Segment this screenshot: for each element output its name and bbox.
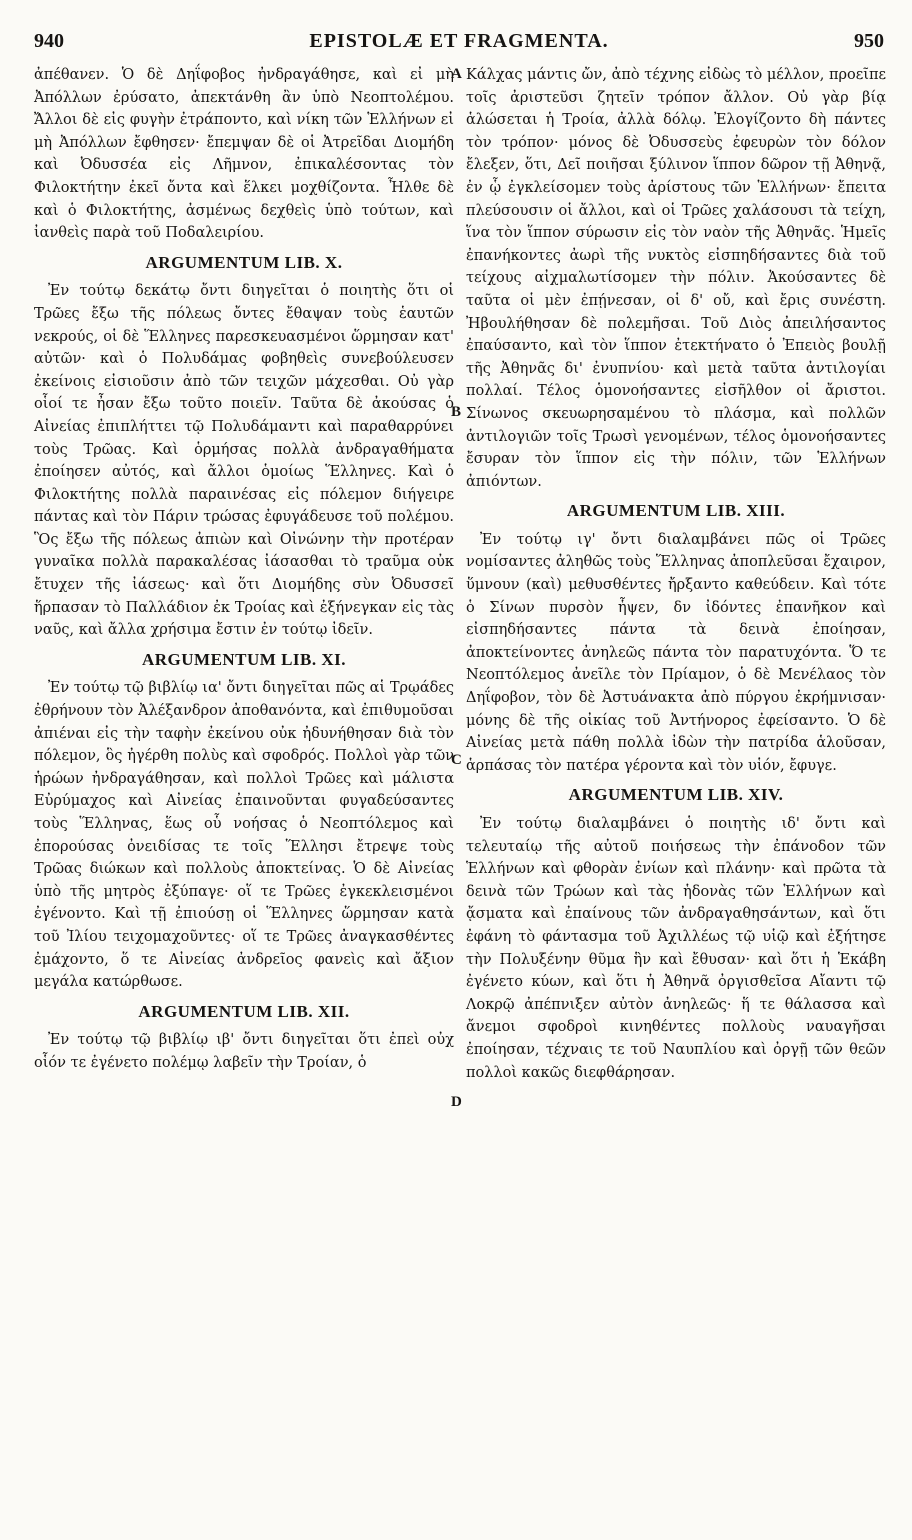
left-column: [34, 64, 454, 1075]
paragraph: Ἐν τούτῳ δεκάτῳ ὄντι διηγεῖται ὁ ποιητὴς ὅτι οἱ Τρῶες ἔξω τῆς πόλεως ὄντες ἔθαψαν τοὺς ἑαυτῶν νεκρούς, οἱ δὲ Ἕλληνες παρεσκευασμένοι ὥρμησαν κατ' αὐτῶν· καὶ ὁ Πολυδάμας φοβηθεὶς συνεβούλευσεν ἐκείνοις εἰσιοῦσιν ἀπὸ τῶν τειχῶν μάχεσθαι. Οὐ γὰρ οἷοί τε ἦσαν ἔξω τοῦτο ποιεῖν. Ταῦτα δὲ ἀκούσας ὁ Αἰνείας ἐπιπλήττει τῷ Πολυδάμαντι καὶ παραθαρρύνει τοὺς Τρῶας. Καὶ ὁρμήσας πολλὰ ἀνδραγαθήματα ἐποίησεν αὐτός, καὶ ἄλλοι ὁμοίως Ἕλληνες. Καὶ ὁ Φιλοκτήτης πολλὰ παραινέσας εἰς πόλεμον διήγειρε πάντας καὶ τὸν Πάριν τρώσας ἐφυγάδευσε τοῦ πολέμου. Ὃς ἔξω τῆς πόλεως ἀπιὼν καὶ Οἰνώνην τὴν προτέραν γυναῖκα πολλὰ παρακαλέσας ἰάσασθαι τὸ τραῦμα οὐκ ἔτυχεν τῆς ἰάσεως· καὶ ὅτι Διομήδης σὺν Ὀδυσσεῖ ἥρπασαν τὸ Παλλάδιον ἐκ Τροίας καὶ ἐξήνεγκαν εἰς τὰς ναῦς, καὶ ἄλλα χρήσιμα ἔστιν ἐν τούτῳ ἰδεῖν.: [34, 283, 454, 639]
margin-marker-a: A: [451, 66, 462, 82]
section-heading: ARGUMENTUM LIB. X.: [145, 252, 343, 272]
paragraph: Ἐν τούτῳ τῷ βιβλίῳ ιβ' ὄντι διηγεῖται ὅτι ἐπεὶ οὐχ οἷόν τε ἐγένετο πολέμῳ λαβεῖν τὴν Τροίαν, ὁ: [34, 1032, 454, 1071]
page-number-left: 940: [34, 30, 64, 52]
paragraph: ἀπέθανεν. Ὁ δὲ Δηΐφοβος ἠνδραγάθησε, καὶ εἰ μὴ Ἀπόλλων ἐρύσατο, ἀπεκτάνθη ἂν ὑπὸ Νεοπτολέμου. Ἄλλοι δὲ εἰς φυγὴν ἐτράποντο, καὶ νίκη τῶν Ἑλλήνων εἰ μὴ Ἀπόλλων ἔφθησεν· ἔπεμψαν δὲ οἱ Ἀτρεῖδαι Διομήδη καὶ Ὀδυσσέα εἰς Λῆμνον, ἐπικαλέσοντας τὸν Φιλοκτήτην ἐκεῖ ὄντα καὶ ἕλκει μοχθίζοντα. Ἦλθε δὲ καὶ ὁ Φιλοκτήτης, ἀσμένως δεχθεὶς ὑπὸ τούτων, καὶ ἰανθεὶς παρὰ τοῦ Ποδαλειρίου.: [34, 67, 454, 242]
section-heading: ARGUMENTUM LIB. XIII.: [566, 501, 786, 521]
margin-marker-b: B: [451, 404, 462, 420]
running-title: EPISTOLÆ ET FRAGMENTA.: [309, 30, 609, 52]
margin-marker-c: C: [451, 752, 462, 768]
paragraph: Ἐν τούτῳ διαλαμβάνει ὁ ποιητὴς ιδ' ὄντι καὶ τελευταίῳ τῆς αὐτοῦ ποιήσεως τὴν ἐπάνοδον τῶν Ἑλλήνων καὶ φθορὰν ἐνίων καὶ πλάνην· καὶ πρῶτα τὰ δεινὰ τῶν Τρώων καὶ τὰς ἡδονὰς τῶν Ἑλλήνων καὶ ᾄσματα καὶ ἐπαίνους τῶν ἀνδραγαθησάντων, καὶ ὅτι ἐφάνη τὸ φάντασμα τοῦ Ἀχιλλέως τῷ υἱῷ καὶ ἐξήτησε τὴν Πολυξένην θῦμα ἣν καὶ ἔθυσαν· καὶ ὅτι ἡ Ἑκάβη ἐγένετο κύων, καὶ ὅτι ἡ Ἀθηνᾶ ὀργισθεῖσα Αἴαντι τῷ Λοκρῷ ἀπέπνιξεν αὐτὸν ἀνηλεῶς· ἥ τε θάλασσα καὶ ἄνεμοι σφοδροὶ κινηθέντες πολλοὺς ναυαγῆσαι ἐποίησαν, τέχναις τε τοῦ Ναυπλίου καὶ ὀργῇ τῶν θεῶν πολλοὶ κακῶς διεφθάρησαν.: [466, 816, 886, 1081]
paragraph: Ἐν τούτῳ ιγ' ὄντι διαλαμβάνει πῶς οἱ Τρῶες νομίσαντες ἀληθῶς τοὺς Ἕλληνας ἀποπλεῦσαι ἔχαιρον, ὕμνουν (καὶ) μεθυσθέντες ἤρξαντο καθεύδειν. Καὶ τότε ὁ Σίνων πυρσὸν ἧψεν, δν ἰδόντες ἐπανῆκον καὶ εἰσπηδήσαντες πάντα τὰ δεινὰ ἐποίησαν, ἀποκτείνοντες ἀνηλεῶς πάντα τὸν παρατυχόντα. Ὅ τε Νεοπτόλεμος ἀνεῖλε τὸν Πρίαμον, ὁ δὲ Μενέλαος τὸν Δηΐφοβον, τὸν δὲ Ἀστυάνακτα ἀπὸ πύργου ἐκρήμνισαν· μόνης δὲ τῆς οἰκίας τοῦ Ἀντήνορος ἐφείσαντο. Ὁ δὲ Αἰνείας μετὰ πάθη πολλὰ ἰδὼν τὴν πατρίδα ἁλοῦσαν, ἁρπάσας τὸν πατέρα γέροντα καὶ τὸν υἱόν, ἔφυγε.: [466, 531, 886, 774]
section-heading: ARGUMENTUM LIB. XIV.: [568, 785, 784, 805]
section-heading: ARGUMENTUM LIB. XI.: [141, 649, 347, 669]
page-number-right: 950: [854, 30, 884, 52]
paragraph: Κάλχας μάντις ὤν, ἀπὸ τέχνης εἰδὼς τὸ μέλλον, προεῖπε τοῖς ἀριστεῦσι ζητεῖν τρόπον ἄλλον. Οὐ γὰρ βίᾳ ἁλώσεται ἡ Τροία, ἀλλὰ δόλῳ. Ἐλογίζοντο δὴ πάντες τὸν τρόπον· μόνος δὲ Ὀδυσσεὺς ἐφευρὼν τὸν δόλον ἔλεξεν, ὅτι, Δεῖ ποιῆσαι ξύλινον ἵππον δῶρον τῇ Ἀθηνᾷ, ἐν ᾧ ἐγκλείσομεν τοὺς ἀρίστους τῶν Ἑλλήνων· ἔπειτα πλεύσουσιν οἱ ἄλλοι, καὶ οἱ Τρῶες χαλάσουσι τὰ τείχη, ἵνα τὸν ἵππον σύρωσιν εἰς τὸν ναὸν τῆς Ἀθηνᾶς. Ἡμεῖς ἐπανήκοντες ἀωρὶ τῆς νυκτὸς εἰσπηδήσαντες διὰ τοῦ τείχους αἰχμαλωτίσομεν τὴν πόλιν. Ἀκούσαντες δὲ ταῦτα οἱ μὲν ἐπῄνεσαν, οἱ δ' οὔ, καὶ ἔρις συνέστη. Ἠβουλήθησαν δὲ πολεμῆσαι. Τοῦ Διὸς ἀπειλήσαντος ἐπαύσαντο, καὶ τὸν ἵππον ἐτεκτήνατο ὁ Ἐπειὸς βουλῇ τῆς Ἀθηνᾶς δι' ἐνυπνίου· καὶ μετὰ ταῦτα ἀντιλογίαι πολλαί. Τέλος ὁμονοήσαντες εἰσῆλθον οἱ ἄριστοι. Σίνωνος σκευωρησαμένου τὸ πλάσμα, καὶ πολλῶν ἀντιλογιῶν τοῖς Τρωσὶ γενομένων, τέλος ὁμονοήσαντες ἔσυραν τὸν ἵππον εἰς τὴν πόλιν, τῶν Ἑλλήνων ἀπιόντων.: [466, 67, 886, 490]
paragraph: Ἐν τούτῳ τῷ βιβλίῳ ια' ὄντι διηγεῖται πῶς αἱ Τρῳάδες ἐθρήνουν τὸν Ἀλέξανδρον ἀποθανόντα, καὶ ἐπιθυμοῦσαι ἀπιέναι εἰς τὴν ταφὴν ἐκείνου οὐκ ἠδυνήθησαν διὰ τὸν πόλεμον, ὃς ἠγέρθη πολὺς καὶ σφοδρός. Πολλοὶ γὰρ τῶν ἡρώων ἠνδραγάθησαν, καὶ πολλοὶ Τρῶες καὶ μάλιστα Εὐρύμαχος καὶ Αἰνείας ἐπαινοῦνται φυγαδεύσαντες τοὺς Ἕλληνας, ἕως οὗ νοήσας ὁ Νεοπτόλεμος καὶ ἐπορούσας ὀνειδίσας τε τοῖς Ἕλλησι ἔτρεψε τοὺς Τρῶας διώκων καὶ πολλοὺς ἀποκτείνας. Ὁ δὲ Αἰνείας ὑπὸ τῆς μητρὸς ἐξύπαγε· οἵ τε Τρῶες ἐγκεκλεισμένοι ἐγένοντο. Καὶ τῇ ἐπιούσῃ οἱ Ἕλληνες ὥρμησαν κατὰ τοῦ Ἰλίου τειχομαχοῦντες· οἵ τε Τρῶες ἀναγκασθέντες ἐμάχοντο, ὅ τε Αἰνείας ἀνδρεῖος φανεὶς καὶ ἄξιον μεγάλα κατώρθωσε.: [34, 680, 454, 991]
running-header: [34, 30, 884, 60]
section-heading: ARGUMENTUM LIB. XII.: [138, 1001, 350, 1021]
right-column: [466, 64, 886, 1084]
margin-marker-d: D: [451, 1094, 462, 1110]
